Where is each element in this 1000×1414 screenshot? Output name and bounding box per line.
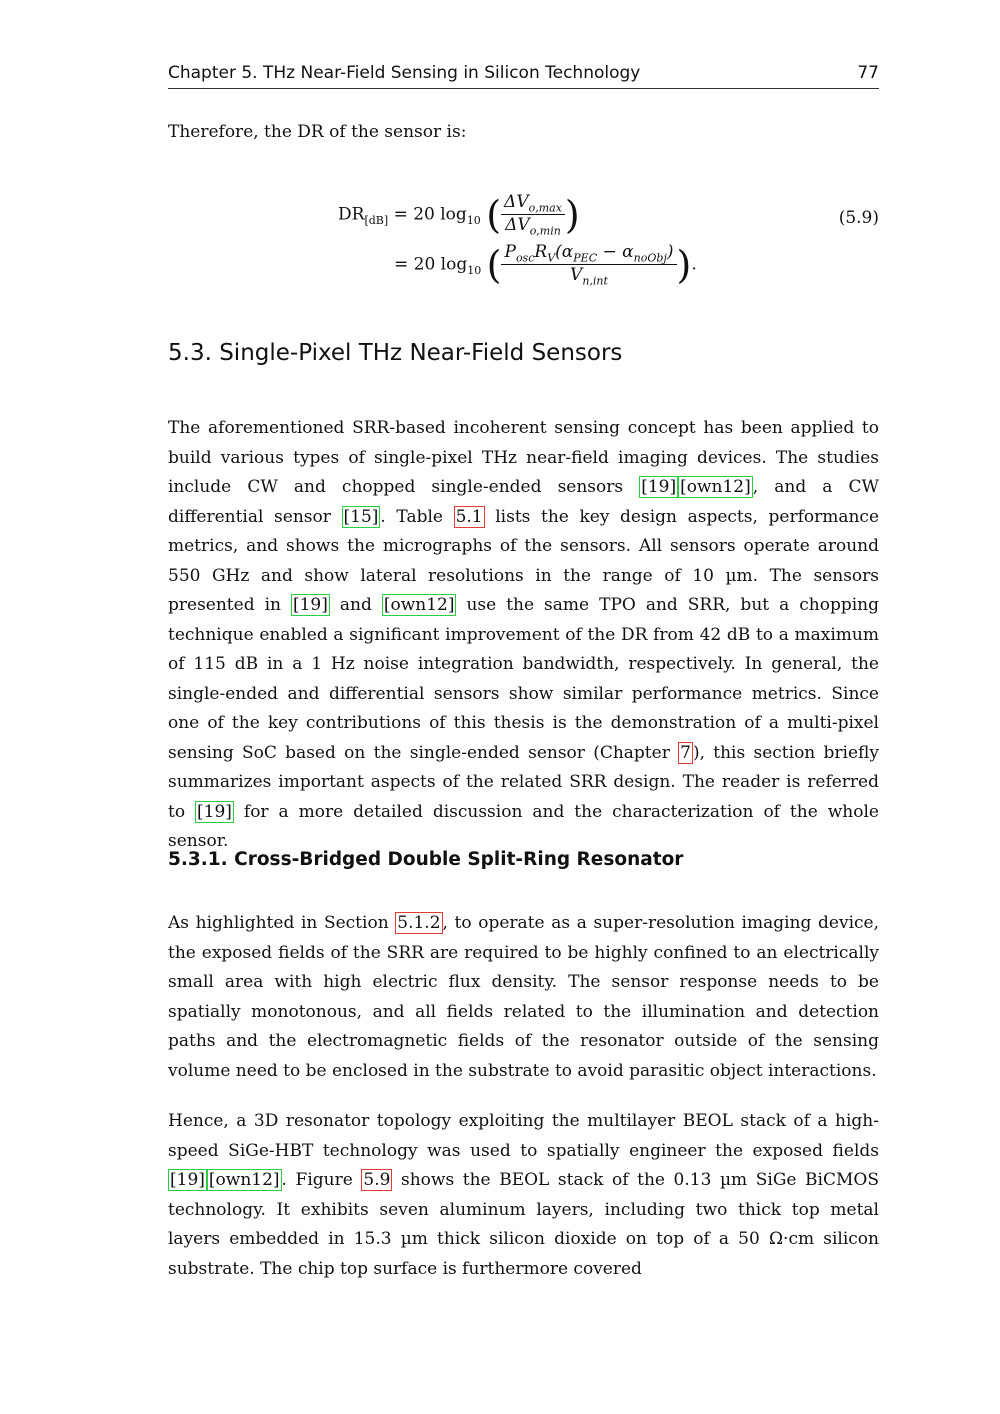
- paragraph-2: [168, 909, 879, 1086]
- eq-log-sub-1: 10: [466, 213, 481, 227]
- equation-row-1: [338, 192, 580, 238]
- fraction-1-numerator: [501, 192, 565, 215]
- fraction-2-numerator: [501, 242, 676, 265]
- close-paren: ): [564, 192, 580, 237]
- eq-log-2: = 20 log: [394, 254, 468, 275]
- citation-link[interactable]: [19]: [641, 477, 677, 497]
- citation-link[interactable]: [19]: [197, 801, 232, 822]
- citation-link[interactable]: [own12]: [383, 595, 455, 615]
- eq-end: .: [691, 254, 697, 275]
- eq-lhs: DR: [338, 204, 365, 225]
- para1-text: use the same TPO and SRR, but a chopping technique enabled a significant improvement of the DR from 42 dB to a maximum of 115 dB in a 1 Hz noise integration bandwidth, respectively. In general, the single-ended and differential sensors show similar performance metrics. Since one of the key contributions of this thesis is the demonstration of a multi-pixel sensing SoC based on the single-ended sensor (Chapter: [168, 595, 879, 763]
- eq-log-sub-2: 10: [467, 263, 482, 277]
- chapter-title: Chapter 5. THz Near-Field Sensing in Silicon Technology: [168, 63, 641, 83]
- num1-sub: o,max: [528, 201, 562, 215]
- page-number: 77: [857, 63, 879, 83]
- para1-text: ), this section briefly summarizes important aspects of the related SRR design. The reader is referred to: [168, 742, 879, 822]
- open-paren: (: [486, 192, 502, 237]
- num2-c: (α: [555, 242, 574, 262]
- equation-number: (5.9): [838, 208, 879, 228]
- citation-link[interactable]: [15]: [343, 506, 379, 527]
- running-header: [168, 60, 879, 89]
- paragraph-1: [168, 414, 879, 857]
- den1-sub: o,min: [529, 224, 561, 238]
- para1-text: , and a CW differential sensor: [168, 477, 879, 527]
- para1-text: for a more detailed discussion and the characterization of the whole sensor.: [168, 801, 879, 851]
- den2: V: [570, 265, 583, 286]
- num2-a: P: [504, 242, 516, 262]
- table-ref-link[interactable]: 5.1: [455, 506, 483, 527]
- para1-text: and: [329, 595, 382, 615]
- citation-link[interactable]: [own12]: [680, 477, 751, 497]
- para3-text: shows the BEOL stack of the 0.13 µm SiGe BiCMOS technology. It exhibits seven aluminum layers, including two thick top metal layers embedded in 15.3 µm thick silicon dioxide on top of a 50 Ω·cm silicon substrate. The chip top surface is furthermore covered: [168, 1170, 879, 1279]
- den1: ΔV: [505, 215, 530, 236]
- para3-text: Hence, a 3D resonator topology exploiting the multilayer BEOL stack of a high-speed SiGe-HBT technology was used to spatially engineer the exposed fields: [168, 1111, 879, 1161]
- eq-lhs-sub: [dB]: [364, 213, 389, 227]
- fraction-2-denominator: [501, 265, 676, 287]
- fraction-1-denominator: [501, 215, 565, 237]
- eq-log-1: = 20 log: [393, 204, 467, 225]
- para2-text: , to operate as a super-resolution imaging device, the exposed fields of the SRR are required to be highly confined to an electrically small area with high electric flux density. The sensor response needs to be spatially monotonous, and all fields related to the illumination and detection paths and the electromagnetic fields of the resonator outside of the sensing volume need to be enclosed in the substrate to avoid parasitic object interactions.: [168, 913, 879, 1081]
- num2-b-sub: V: [547, 251, 556, 265]
- para1-text: . Table: [380, 506, 454, 527]
- num2-b: R: [534, 242, 548, 262]
- citation-link[interactable]: [19]: [170, 1170, 205, 1190]
- section-heading: 5.3. Single-Pixel THz Near-Field Sensors: [168, 340, 623, 366]
- citation-link[interactable]: [own12]: [208, 1170, 280, 1190]
- num2-a-sub: osc: [515, 251, 535, 265]
- para3-text: . Figure: [281, 1170, 362, 1190]
- num2-c-sub: PEC: [573, 251, 598, 265]
- subsection-heading: 5.3.1. Cross-Bridged Double Split-Ring Resonator: [168, 849, 684, 870]
- den2-sub: n,int: [582, 274, 608, 288]
- figure-ref-link[interactable]: 5.9: [363, 1170, 391, 1190]
- para2-text: As highlighted in Section: [168, 913, 396, 933]
- fraction-1: [501, 192, 565, 238]
- intro-text: Therefore, the DR of the sensor is:: [168, 122, 467, 142]
- equation-row-2: [394, 242, 697, 288]
- section-ref-link[interactable]: 5.1.2: [397, 913, 441, 933]
- num2-d: − α: [597, 242, 634, 262]
- open-paren: (: [486, 242, 502, 287]
- num1: ΔV: [504, 192, 529, 212]
- num2-d-sub: noObj: [633, 251, 667, 265]
- para1-text: lists the key design aspects, performance metrics, and shows the micrographs of the sensors. All sensors operate around 550 GHz and show lateral resolutions in the range of 10 µm. The sensors presented in: [168, 506, 880, 615]
- para1-text: The aforementioned SRR-based incoherent sensing concept has been applied to build various types of single-pixel THz near-field imaging devices. The studies include CW and chopped single-ended sensors: [168, 418, 879, 497]
- close-paren: ): [676, 242, 692, 287]
- equation-5-9: [168, 190, 879, 310]
- fraction-2: [501, 242, 676, 288]
- num2-e: ): [666, 242, 674, 262]
- chapter-ref-link[interactable]: 7: [680, 742, 691, 763]
- paragraph-3: [168, 1107, 879, 1284]
- citation-link[interactable]: [19]: [292, 595, 328, 615]
